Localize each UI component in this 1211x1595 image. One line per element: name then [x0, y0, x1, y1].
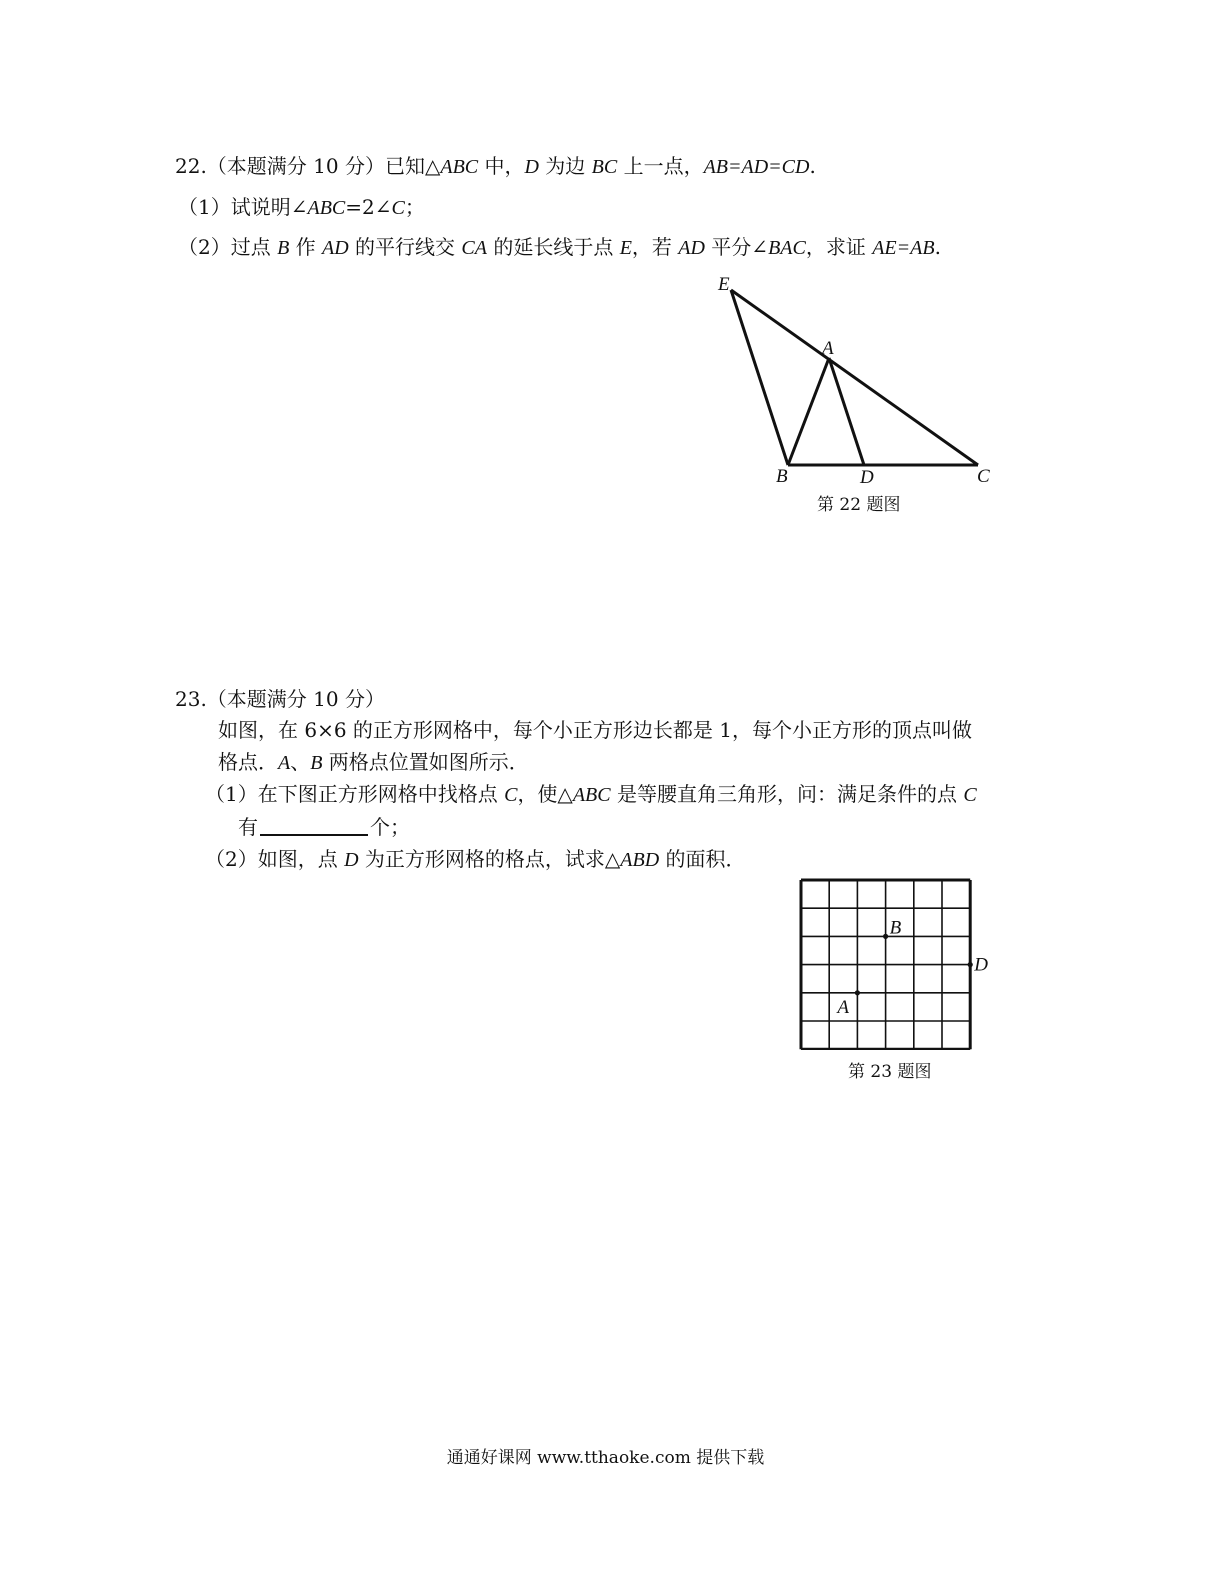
q22-figure — [700, 262, 1020, 502]
q22-header: 22.（本题满分 10 分）已知△ABC 中，D 为边 BC 上一点，AB=AD=CD. — [175, 154, 816, 178]
label-e: E — [718, 274, 730, 295]
label-c: C — [977, 466, 990, 487]
label-d: D — [860, 467, 874, 488]
grid-point-b — [883, 934, 888, 939]
q22-part1: （1）试说明∠ABC=2∠C； — [178, 195, 425, 219]
q23-header: 23.（本题满分 10 分） — [175, 687, 385, 711]
q22-caption: 第 22 题图 — [817, 495, 901, 515]
grid-point-d — [968, 962, 973, 967]
grid-point-a — [855, 990, 860, 995]
q22-part2: （2）过点 B 作 AD 的平行线交 CA 的延长线于点 E，若 AD 平分∠BAC，求证 AE=AB. — [178, 235, 941, 259]
label-a: A — [822, 338, 834, 359]
segment-ad — [829, 358, 864, 465]
q23-intro-line1: 如图，在 6×6 的正方形网格中，每个小正方形边长都是 1，每个小正方形的顶点叫做 — [218, 718, 973, 742]
segment-eb — [731, 290, 788, 465]
grid — [801, 880, 970, 1049]
q23-figure — [790, 870, 1000, 1050]
answer-blank[interactable] — [260, 814, 368, 836]
q23-part1-line2: 有 个； — [238, 815, 410, 839]
grid-label-d: D — [974, 954, 988, 976]
q23-caption: 第 23 题图 — [848, 1062, 932, 1082]
grid-label-a: A — [837, 996, 850, 1018]
q23-intro-line2: 格点．A、B 两格点位置如图所示． — [218, 750, 529, 774]
grid-label-b: B — [889, 917, 902, 939]
q23-part1: （1）在下图正方形网格中找格点 C，使△ABC 是等腰直角三角形，问：满足条件的点 C — [205, 782, 977, 806]
q23-part2: （2）如图，点 D 为正方形网格的格点，试求△ABD 的面积． — [205, 847, 746, 871]
segment-ab — [788, 358, 829, 465]
label-b: B — [776, 466, 788, 487]
footer: 通通好课网 www.tthaoke.com 提供下载 — [446, 1448, 765, 1468]
